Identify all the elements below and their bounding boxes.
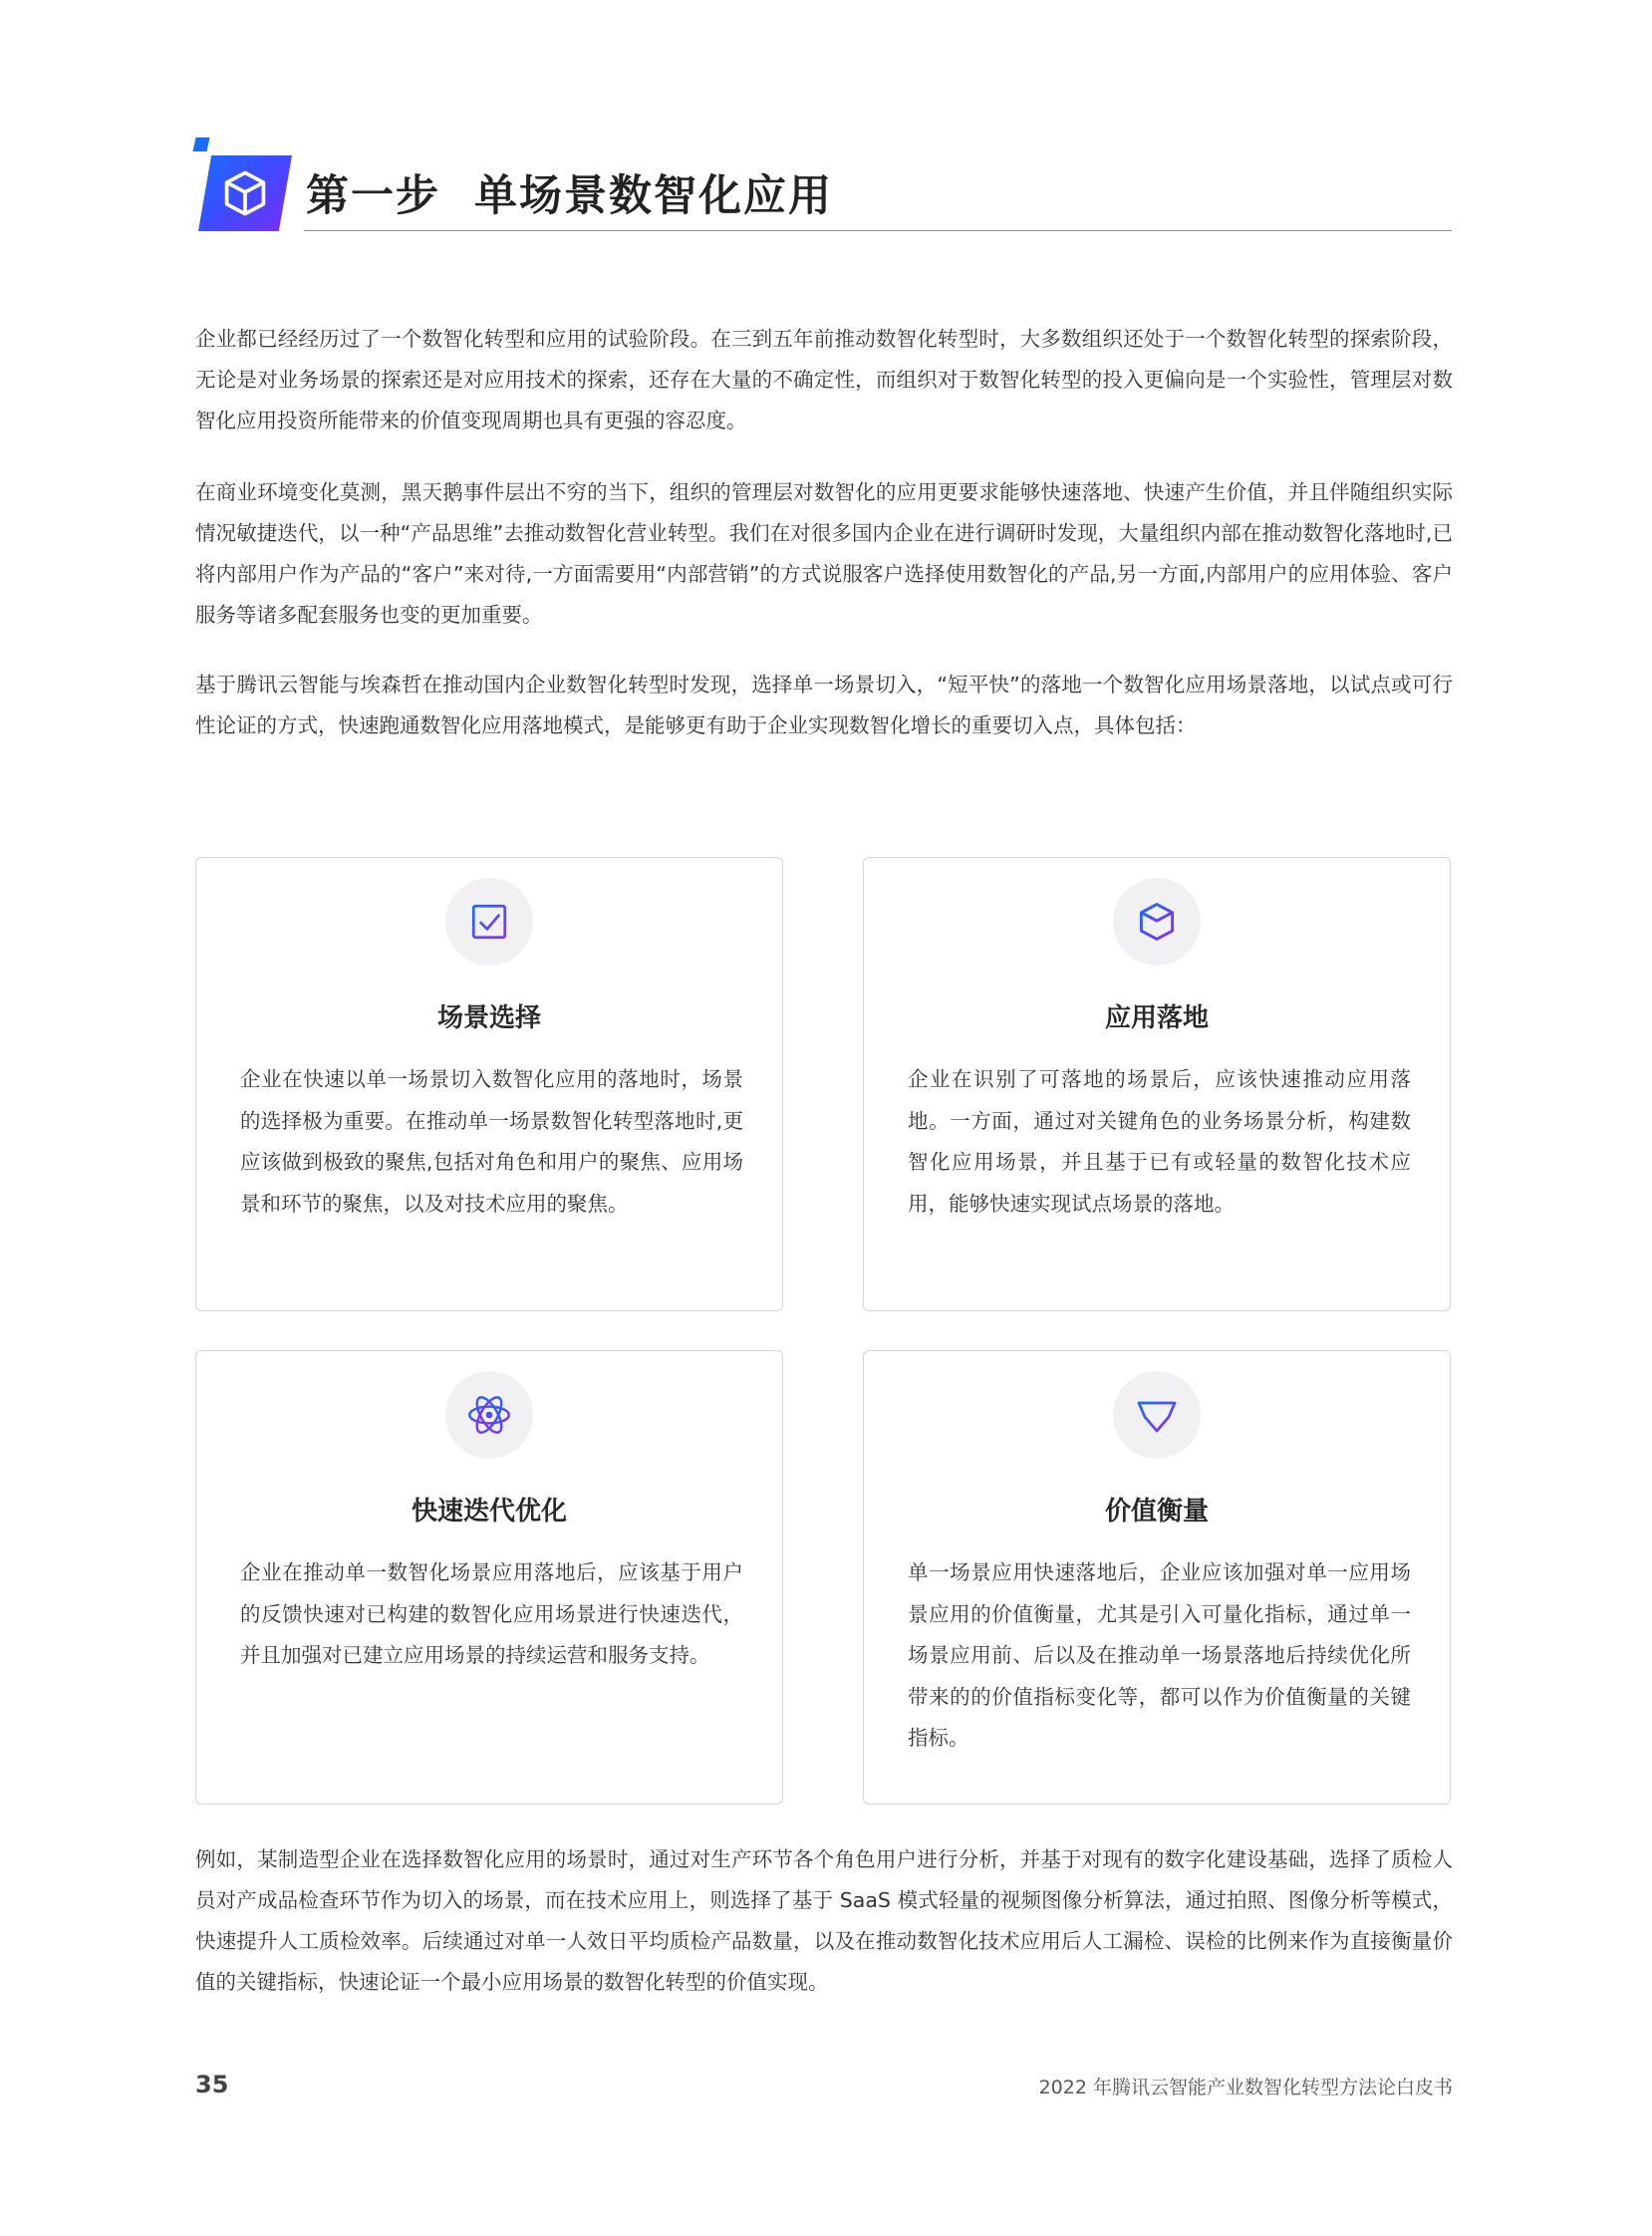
- card-body: 企业在推动单一数智化场景应用落地后，应该基于用户的反馈快速对已构建的数智化应用场景进行快速迭代，并且加强对已建立应用场景的持续运营和服务支持。: [240, 1560, 743, 1667]
- example-paragraph: 例如，某制造型企业在选择数智化应用的场景时，通过对生产环节各个角色用户进行分析，并基于对现有的数字化建设基础，选择了质检人员对产成品检查环节作为切入的场景，而在技术应用上，则选择了基于 SaaS 模式轻量的视频图像分析算法，通过拍照、图像分析等模式，快速提升人工质检效率。后续通过对单一人效日平均质检产品数量，以及在推动数智化技术应用后人工漏检、误检的比例来作为直接衡量价值的关键指标，快速论证一个最小应用场景的数智化转型的价值实现。: [195, 1847, 1453, 1994]
- card-body: 单一场景应用快速落地后，企业应该加强对单一应用场景应用的价值衡量，尤其是引入可量化指标，通过单一场景应用前、后以及在推动单一场景落地后持续优化所带来的的价值指标变化等，都可以作为价值衡量的关键指标。: [908, 1560, 1411, 1750]
- card-rapid-iteration: [195, 1350, 783, 1805]
- intro-paragraph: 企业都已经经历过了一个数智化转型和应用的试验阶段。在三到五年前推动数智化转型时，大多数组织还处于一个数智化转型的探索阶段，无论是对业务场景的探索还是对应用技术的探索，还存在大量的不确定性，而组织对于数智化转型的投入更偏向是一个实验性，管理层对数智化应用投资所能带来的价值变现周期也具有更强的容忍度。: [195, 327, 1453, 432]
- page-number: 35: [195, 2071, 229, 2098]
- header-accent: [193, 138, 210, 151]
- header-badge: [198, 155, 292, 231]
- cube-icon: [1135, 900, 1179, 944]
- approach-paragraph: 基于腾讯云智能与埃森哲在推动国内企业数智化转型时发现，选择单一场景切入，“短平快”的落地一个数智化应用场景落地，以试点或可行性论证的方式，快速跑通数智化应用落地模式，是能够更有助于企业实现数智化增长的重要切入点，具体包括：: [195, 673, 1453, 737]
- card-scenario-selection: [195, 857, 783, 1311]
- card-icon-circle: [1113, 1371, 1201, 1459]
- card-title: 价值衡量: [1104, 1497, 1209, 1527]
- cube-icon: [219, 167, 271, 219]
- card-value-measurement: [863, 1350, 1451, 1805]
- card-icon-circle: [1113, 878, 1201, 966]
- diamond-icon: [1133, 1391, 1181, 1439]
- card-title: 场景选择: [436, 1003, 541, 1033]
- card-body: 企业在识别了可落地的场景后，应该快速推动应用落地。一方面，通过对关键角色的业务场景分析，构建数智化应用场景，并且基于已有或轻量的数智化技术应用，能够快速实现试点场景的落地。: [908, 1067, 1411, 1216]
- atom-icon: [464, 1390, 514, 1440]
- card-title: 应用落地: [1104, 1003, 1209, 1033]
- section-header: [194, 138, 1452, 231]
- page-title: 第一步 单场景数智化应用: [306, 171, 833, 221]
- card-icon-circle: [445, 1371, 533, 1459]
- card-body: 企业在快速以单一场景切入数智化应用的落地时，场景的选择极为重要。在推动单一场景数智化转型落地时,更应该做到极致的聚焦,包括对角色和用户的聚焦、应用场景和环节的聚焦，以及对技术应用的聚焦。: [240, 1067, 743, 1216]
- footer-document-title: 2022 年腾讯云智能产业数智化转型方法论白皮书: [1038, 2077, 1453, 2098]
- context-paragraph: 在商业环境变化莫测，黑天鹅事件层出不穷的当下，组织的管理层对数智化的应用更要求能够快速落地、快速产生价值，并且伴随组织实际情况敏捷迭代，以一种“产品思维”去推动数智化营业转型。我们在对很多国内企业在进行调研时发现，大量组织内部在推动数智化落地时,已将内部用户作为产品的“客户”来对待,一方面需要用“内部营销”的方式说服客户选择使用数智化的产品,另一方面,内部用户的应用体验、客户服务等诸多配套服务也变的更加重要。: [195, 480, 1453, 627]
- card-application-landing: [863, 857, 1451, 1311]
- card-icon-circle: [445, 878, 533, 966]
- card-title: 快速迭代优化: [411, 1497, 567, 1527]
- header-divider: [304, 230, 1452, 231]
- checkbox-icon: [468, 901, 510, 943]
